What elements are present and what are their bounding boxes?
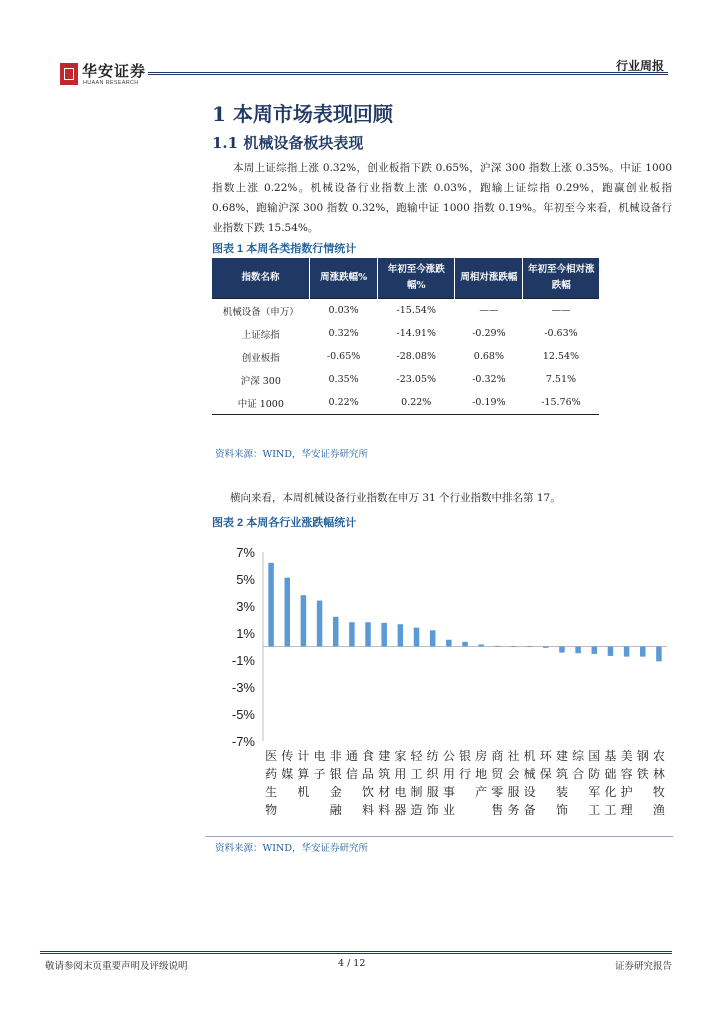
table-cell: 中证 1000 bbox=[212, 391, 310, 415]
subsection-heading: 1.1 机械设备板块表现 bbox=[212, 134, 364, 152]
category-label-char: 合 bbox=[572, 767, 585, 781]
table-cell: -23.05% bbox=[396, 374, 436, 385]
bar bbox=[333, 617, 339, 647]
category-label-char: 食 bbox=[362, 749, 375, 763]
category-label-char: 电 bbox=[313, 749, 326, 763]
category-label-char: 饮 bbox=[362, 785, 375, 799]
bar bbox=[575, 647, 581, 654]
bar bbox=[301, 595, 307, 646]
table-cell: -14.91% bbox=[396, 328, 436, 339]
bar bbox=[414, 628, 420, 647]
bar bbox=[381, 623, 387, 647]
table-header: 年初至今涨跌幅% bbox=[378, 258, 455, 299]
category-label-char: 机 bbox=[523, 749, 536, 763]
index-table bbox=[212, 258, 599, 415]
category-label-char: 础 bbox=[604, 767, 617, 781]
bar bbox=[268, 563, 274, 647]
category-label-char: 筑 bbox=[555, 767, 568, 781]
category-label-char: 生 bbox=[265, 785, 278, 799]
category-label-char: 化 bbox=[604, 785, 617, 799]
category-label-char: 建 bbox=[378, 749, 391, 763]
table-cell: 0.03% bbox=[310, 299, 378, 323]
category-label-char: 造 bbox=[410, 803, 423, 817]
table-cell: -0.63% bbox=[544, 328, 578, 339]
y-tick-label: 5% bbox=[236, 572, 255, 587]
bar bbox=[592, 647, 598, 654]
bar bbox=[462, 642, 468, 647]
footer-report-label: 证券研究报告 bbox=[614, 961, 672, 972]
category-label-char: 贸 bbox=[491, 767, 504, 781]
table-row bbox=[212, 391, 599, 415]
category-label-char: 信 bbox=[345, 767, 358, 781]
category-label-char: 国 bbox=[588, 749, 601, 763]
bar bbox=[608, 647, 614, 656]
bar bbox=[317, 601, 323, 647]
category-label-char: 基 bbox=[604, 749, 617, 763]
category-label-char: 媒 bbox=[281, 767, 294, 781]
bar bbox=[495, 646, 501, 647]
figure2-title: 图表 2 本周各行业涨跌幅统计 bbox=[212, 517, 357, 529]
category-label-char: 备 bbox=[523, 803, 536, 817]
bar bbox=[365, 622, 371, 646]
bar bbox=[284, 578, 290, 647]
category-label-char: 产 bbox=[475, 785, 488, 799]
y-tick-label: -7% bbox=[231, 734, 255, 749]
bar bbox=[430, 630, 436, 646]
category-label-char: 理 bbox=[620, 803, 633, 817]
table-cell: -0.32% bbox=[472, 374, 506, 385]
category-label-char: 林 bbox=[652, 767, 665, 781]
table-row bbox=[212, 322, 599, 345]
table-cell: 7.51% bbox=[545, 374, 577, 385]
table-header: 指数名称 bbox=[212, 258, 310, 299]
section-heading: 1 本周市场表现回顾 bbox=[212, 102, 393, 126]
logo-text: 华安证券 bbox=[82, 62, 147, 80]
table-cell: 12.54% bbox=[542, 351, 580, 362]
category-label-char: 建 bbox=[555, 749, 568, 763]
header-divider-2 bbox=[148, 74, 668, 75]
category-label-char: 料 bbox=[362, 803, 375, 817]
bar bbox=[446, 640, 452, 647]
category-label-char: 设 bbox=[523, 785, 536, 799]
category-label-char: 计 bbox=[297, 749, 310, 763]
category-label-char: 品 bbox=[362, 767, 375, 781]
table-cell: -0.65% bbox=[326, 351, 361, 362]
bar bbox=[640, 647, 646, 657]
table-cell: 创业板指 bbox=[241, 352, 280, 364]
category-label-char: 银 bbox=[458, 749, 472, 763]
category-label-char: 电 bbox=[394, 785, 407, 799]
category-label-char: 综 bbox=[572, 749, 585, 763]
table-header: 周相对涨跌幅 bbox=[455, 258, 523, 299]
category-label-char: 子 bbox=[313, 767, 326, 781]
footer-disclaimer: 敬请参阅末页重要声明及评级说明 bbox=[45, 961, 188, 972]
category-label-char: 饰 bbox=[555, 803, 568, 817]
category-label-char: 公 bbox=[442, 749, 455, 763]
category-label-char: 织 bbox=[426, 767, 439, 781]
category-label-char: 制 bbox=[410, 785, 423, 799]
category-label-char: 事 bbox=[442, 785, 455, 799]
table-header: 年初至今相对涨跌幅 bbox=[523, 258, 599, 299]
category-label-char: 钢 bbox=[636, 749, 649, 763]
category-label-char: 服 bbox=[507, 785, 520, 799]
category-label-char: 轻 bbox=[410, 749, 423, 763]
table-cell: -28.08% bbox=[396, 351, 436, 362]
bar bbox=[559, 647, 565, 653]
category-label-char: 工 bbox=[410, 767, 423, 781]
category-label-char: 算 bbox=[297, 767, 310, 781]
category-label-char: 军 bbox=[588, 785, 601, 799]
category-label-char: 器 bbox=[394, 803, 407, 817]
ranking-paragraph: 横向来看，本周机械设备行业指数在申万 31 个行业指数中排名第 17。 bbox=[230, 492, 561, 504]
table-cell: -15.76% bbox=[523, 391, 599, 415]
category-label-char: 材 bbox=[378, 785, 391, 799]
category-label-char: 商 bbox=[491, 749, 504, 763]
table-cell: 0.22% bbox=[378, 391, 455, 415]
category-label-char: 农 bbox=[652, 749, 665, 763]
category-label-char: 铁 bbox=[636, 767, 649, 781]
bar bbox=[656, 647, 662, 662]
table-cell: —— bbox=[455, 299, 523, 323]
figure2-source: 资料来源：WIND，华安证券研究所 bbox=[215, 843, 368, 854]
chart-bottom-rule bbox=[205, 836, 673, 837]
category-label-char: 装 bbox=[555, 785, 568, 799]
category-label-char: 融 bbox=[329, 803, 342, 817]
category-label-char: 房 bbox=[475, 749, 488, 763]
category-label-char: 机 bbox=[297, 785, 310, 799]
bar bbox=[543, 647, 549, 648]
table-row bbox=[212, 299, 599, 323]
category-label-char: 保 bbox=[539, 767, 552, 781]
category-label-char: 饰 bbox=[426, 803, 439, 817]
category-label-char: 零 bbox=[491, 785, 504, 799]
table-cell: —— bbox=[523, 299, 599, 323]
y-tick-label: -5% bbox=[231, 707, 255, 722]
y-tick-label: -1% bbox=[231, 653, 255, 668]
table-cell: 0.22% bbox=[310, 391, 378, 415]
category-label-char: 物 bbox=[265, 803, 278, 817]
category-label-char: 环 bbox=[539, 749, 552, 763]
category-label-char: 业 bbox=[442, 803, 455, 817]
category-label-char: 牧 bbox=[652, 785, 665, 799]
category-label-char: 筑 bbox=[378, 767, 391, 781]
bar bbox=[624, 647, 630, 657]
category-label-char: 医 bbox=[265, 749, 278, 763]
table-cell: 机械设备（申万） bbox=[212, 299, 310, 323]
logo-icon bbox=[60, 63, 78, 85]
table-cell: 上证综指 bbox=[241, 329, 280, 341]
category-label-char: 药 bbox=[265, 767, 278, 781]
category-label-char: 防 bbox=[588, 767, 601, 781]
category-label-char: 用 bbox=[394, 767, 407, 781]
y-tick-label: -3% bbox=[231, 680, 255, 695]
table-cell: -15.54% bbox=[378, 299, 455, 323]
category-label-char: 工 bbox=[604, 803, 617, 817]
y-tick-label: 1% bbox=[236, 626, 255, 641]
category-label-char: 料 bbox=[378, 803, 391, 817]
table-header: 周涨跌幅% bbox=[310, 258, 378, 299]
bar bbox=[349, 622, 355, 646]
category-label-char: 非 bbox=[329, 749, 342, 763]
table-cell: -0.29% bbox=[472, 328, 506, 339]
category-label-char: 会 bbox=[507, 767, 520, 781]
category-label-char: 用 bbox=[442, 767, 455, 781]
table-cell: 0.32% bbox=[328, 328, 359, 339]
table-cell: 沪深 300 bbox=[240, 375, 281, 387]
bar bbox=[398, 624, 404, 646]
footer-divider bbox=[40, 951, 672, 952]
category-label-char: 行 bbox=[458, 767, 472, 781]
table-cell: 0.68% bbox=[473, 351, 504, 362]
category-label-char: 地 bbox=[475, 767, 488, 781]
category-label-char: 传 bbox=[281, 749, 294, 763]
category-label-char: 械 bbox=[523, 767, 536, 781]
table-row bbox=[212, 368, 599, 391]
logo-en-text: HUAAN RESEARCH bbox=[83, 80, 139, 86]
footer-divider-2 bbox=[40, 953, 672, 954]
category-label-char: 纺 bbox=[426, 749, 439, 763]
y-tick-label: 3% bbox=[236, 599, 255, 614]
category-label-char: 务 bbox=[507, 803, 520, 817]
category-label-char: 银 bbox=[329, 767, 342, 781]
category-label-char: 社 bbox=[507, 749, 520, 763]
page-number: 4 / 12 bbox=[338, 958, 366, 969]
bar bbox=[478, 644, 484, 646]
category-label-char: 通 bbox=[345, 749, 358, 763]
table-row bbox=[212, 345, 599, 368]
bar bbox=[527, 646, 533, 647]
report-type: 行业周报 bbox=[615, 59, 664, 73]
table1-title: 图表 1 本周各类指数行情统计 bbox=[212, 243, 357, 255]
category-label-char: 渔 bbox=[652, 803, 665, 817]
category-label-char: 售 bbox=[491, 803, 504, 817]
table-cell: 0.35% bbox=[328, 374, 359, 385]
category-label-char: 服 bbox=[426, 785, 439, 799]
category-label-char: 金 bbox=[329, 785, 342, 799]
summary-paragraph: 本周上证综指上涨 0.32%，创业板指下跌 0.65%，沪深 300 指数上涨 0.35%。中证 1000 指数上涨 0.22%。机械设备行业指数上涨 0.03%，跑输上证综指 0.29%，跑赢创业板指 0.68%，跑输沪深 300 指数 0.32%，跑输中证 1000 指数 0.19%。年初至今来看，机械设备行业指数下跌 15.54%。 bbox=[212, 162, 672, 234]
category-label-char: 家 bbox=[394, 749, 407, 763]
header-divider bbox=[148, 72, 668, 73]
bar bbox=[511, 646, 516, 647]
category-label-char: 美 bbox=[620, 749, 633, 763]
category-label-char: 护 bbox=[620, 785, 633, 799]
category-label-char: 工 bbox=[588, 803, 601, 817]
table1-source: 资料来源：WIND，华安证券研究所 bbox=[215, 449, 368, 460]
category-label-char: 容 bbox=[620, 767, 633, 781]
table-cell: -0.19% bbox=[455, 391, 523, 415]
y-tick-label: 7% bbox=[236, 545, 255, 560]
industry-bar-chart bbox=[205, 540, 673, 830]
